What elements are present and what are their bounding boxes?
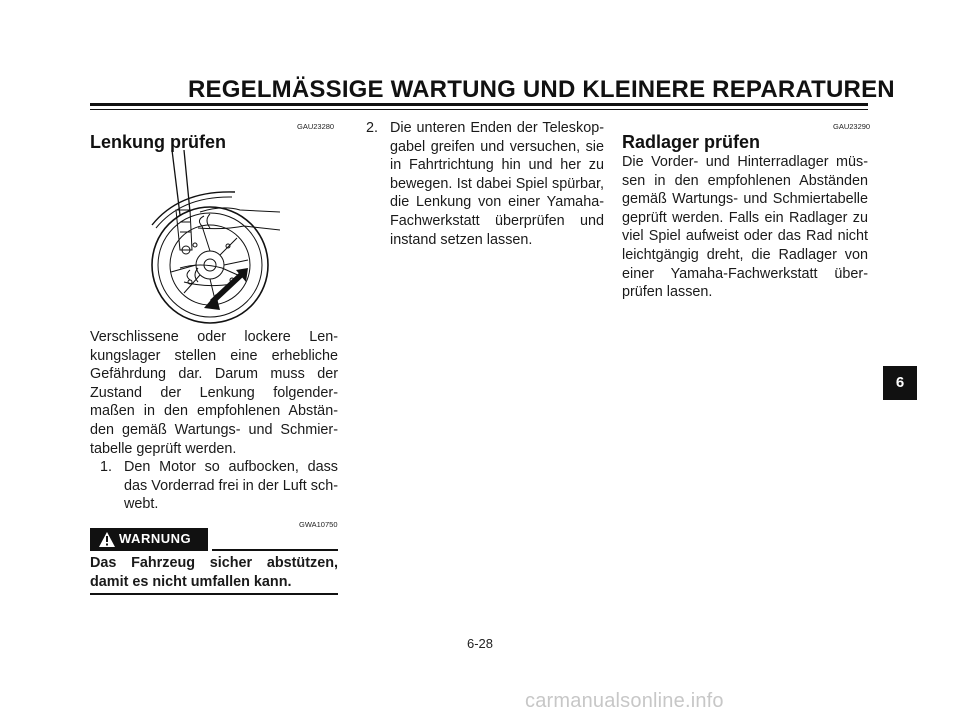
wheel-bearings-paragraph: Die Vorder- und Hinterradlager müs-sen in den empfohlenen Abständen gemäß Wartungs- und Schmiertabelle geprüft werden. Falls ein Radlager zu viel Spiel aufweist oder das Rad nicht leichtgängig dreht, die Radlager von einer Yamaha-Fachwerkstatt über-prüfen lassen.	[622, 154, 868, 301]
page-header-title: REGELMÄSSIGE WARTUNG UND KLEINERE REPARATUREN	[188, 76, 895, 103]
section-title-wheel-bearings: Radlager prüfen	[622, 132, 761, 152]
watermark: carmanualsonline.info	[525, 690, 724, 712]
step-2	[366, 119, 604, 249]
warning-text: Das Fahrzeug sicher abstützen, damit es nicht umfallen kann.	[90, 555, 338, 590]
warning-code: GWA10750	[299, 520, 338, 529]
warning-top-rule	[212, 549, 338, 551]
step-1	[100, 458, 338, 514]
step-1-number: 1.	[100, 459, 113, 475]
steering-check-illustration	[140, 150, 280, 325]
warning-label: WARNUNG	[119, 531, 192, 546]
chapter-tab: 6	[883, 366, 917, 400]
section-code-wheel-bearings: GAU23290	[833, 122, 871, 131]
warning-bottom-rule	[90, 593, 338, 595]
steering-paragraph: Verschlissene oder lockere Len-kungslager stellen eine erhebliche Gefährdung dar. Darum muss der Zustand der Lenkung folgender-maßen in den empfohlenen Abstän-den gemäß Wartungs- und Schmier-tabelle geprüft werden.	[90, 329, 338, 457]
header-rule-thick	[90, 103, 868, 106]
section-code-steering: GAU23280	[297, 122, 335, 131]
header-rule-thin	[90, 109, 868, 110]
page-number: 6-28	[466, 636, 494, 651]
step-2-text: Die unteren Enden der Teleskop-gabel greifen und versuchen, sie in Fahrtrichtung hin und her zu bewegen. Ist dabei Spiel spürbar, die Lenkung von einer Yamaha-Fachwerkstatt überprüfen und instand setzen lassen.	[390, 120, 604, 248]
warning-triangle-icon	[98, 531, 116, 548]
section-title-steering: Lenkung prüfen	[90, 132, 226, 152]
step-1-text: Den Motor so aufbocken, dass das Vorderrad frei in der Luft sch-webt.	[124, 459, 338, 513]
step-2-number: 2.	[366, 120, 379, 136]
